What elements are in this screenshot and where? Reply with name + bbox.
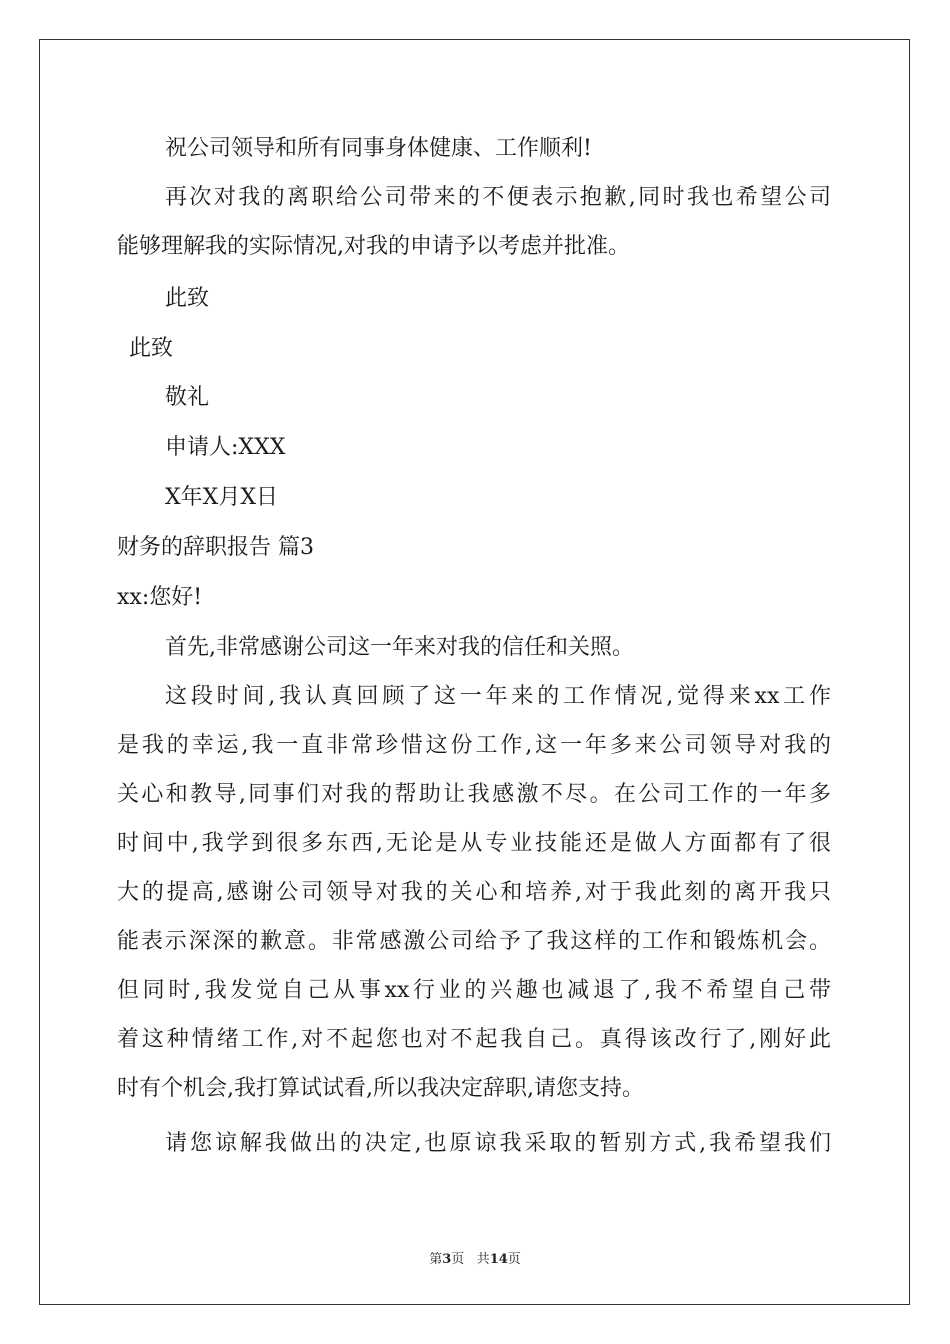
page-prefix: 第 <box>429 1252 443 1267</box>
paragraph-line: 能够理解我的实际情况,对我的申请予以考虑并批准。 <box>117 234 630 259</box>
page-footer <box>0 1248 950 1267</box>
paragraph-line: 关心和教导,同事们对我的帮助让我感激不尽。在公司工作的一年多 <box>117 782 831 807</box>
section-title: 财务的辞职报告 篇3 <box>117 535 314 560</box>
paragraph-line: 再次对我的离职给公司带来的不便表示抱歉,同时我也希望公司 <box>165 185 831 210</box>
applicant-line: 申请人:XXX <box>165 435 286 460</box>
paragraph-line: 大的提高,感谢公司领导对我的关心和培养,对于我此刻的离开我只 <box>117 880 831 905</box>
closing-line: 敬礼 <box>165 385 210 410</box>
paragraph-line: 这段时间,我认真回顾了这一年来的工作情况,觉得来xx工作 <box>165 684 831 709</box>
greeting-line: xx:您好! <box>117 585 203 610</box>
paragraph-line: 着这种情绪工作,对不起您也对不起我自己。真得该改行了,刚好此 <box>117 1027 831 1052</box>
paragraph-line: 能表示深深的歉意。非常感激公司给予了我这样的工作和锻炼机会。 <box>117 929 831 954</box>
paragraph-line: 首先,非常感谢公司这一年来对我的信任和关照。 <box>165 635 634 660</box>
page-frame <box>39 39 910 1305</box>
total-prefix: 共 <box>476 1252 490 1267</box>
paragraph-line: 但同时,我发觉自己从事xx行业的兴趣也减退了,我不希望自己带 <box>117 978 831 1003</box>
paragraph-line: 是我的幸运,我一直非常珍惜这份工作,这一年多来公司领导对我的 <box>117 733 831 758</box>
paragraph-line: 时有个机会,我打算试试看,所以我决定辞职,请您支持。 <box>117 1076 644 1101</box>
date-line: X年X月X日 <box>165 485 278 510</box>
paragraph-line: 祝公司领导和所有同事身体健康、工作顺利! <box>165 136 592 161</box>
salutation-line: 此致 <box>165 286 210 311</box>
paragraph-line: 时间中,我学到很多东西,无论是从专业技能还是做人方面都有了很 <box>117 831 831 856</box>
page-suffix: 页 <box>451 1252 465 1267</box>
paragraph-line: 请您谅解我做出的决定,也原谅我采取的暂别方式,我希望我们 <box>165 1131 831 1156</box>
total-suffix: 页 <box>507 1252 521 1267</box>
salutation-line: 此致 <box>129 336 174 361</box>
page-number: 3 <box>442 1252 452 1267</box>
total-pages: 14 <box>489 1252 508 1267</box>
